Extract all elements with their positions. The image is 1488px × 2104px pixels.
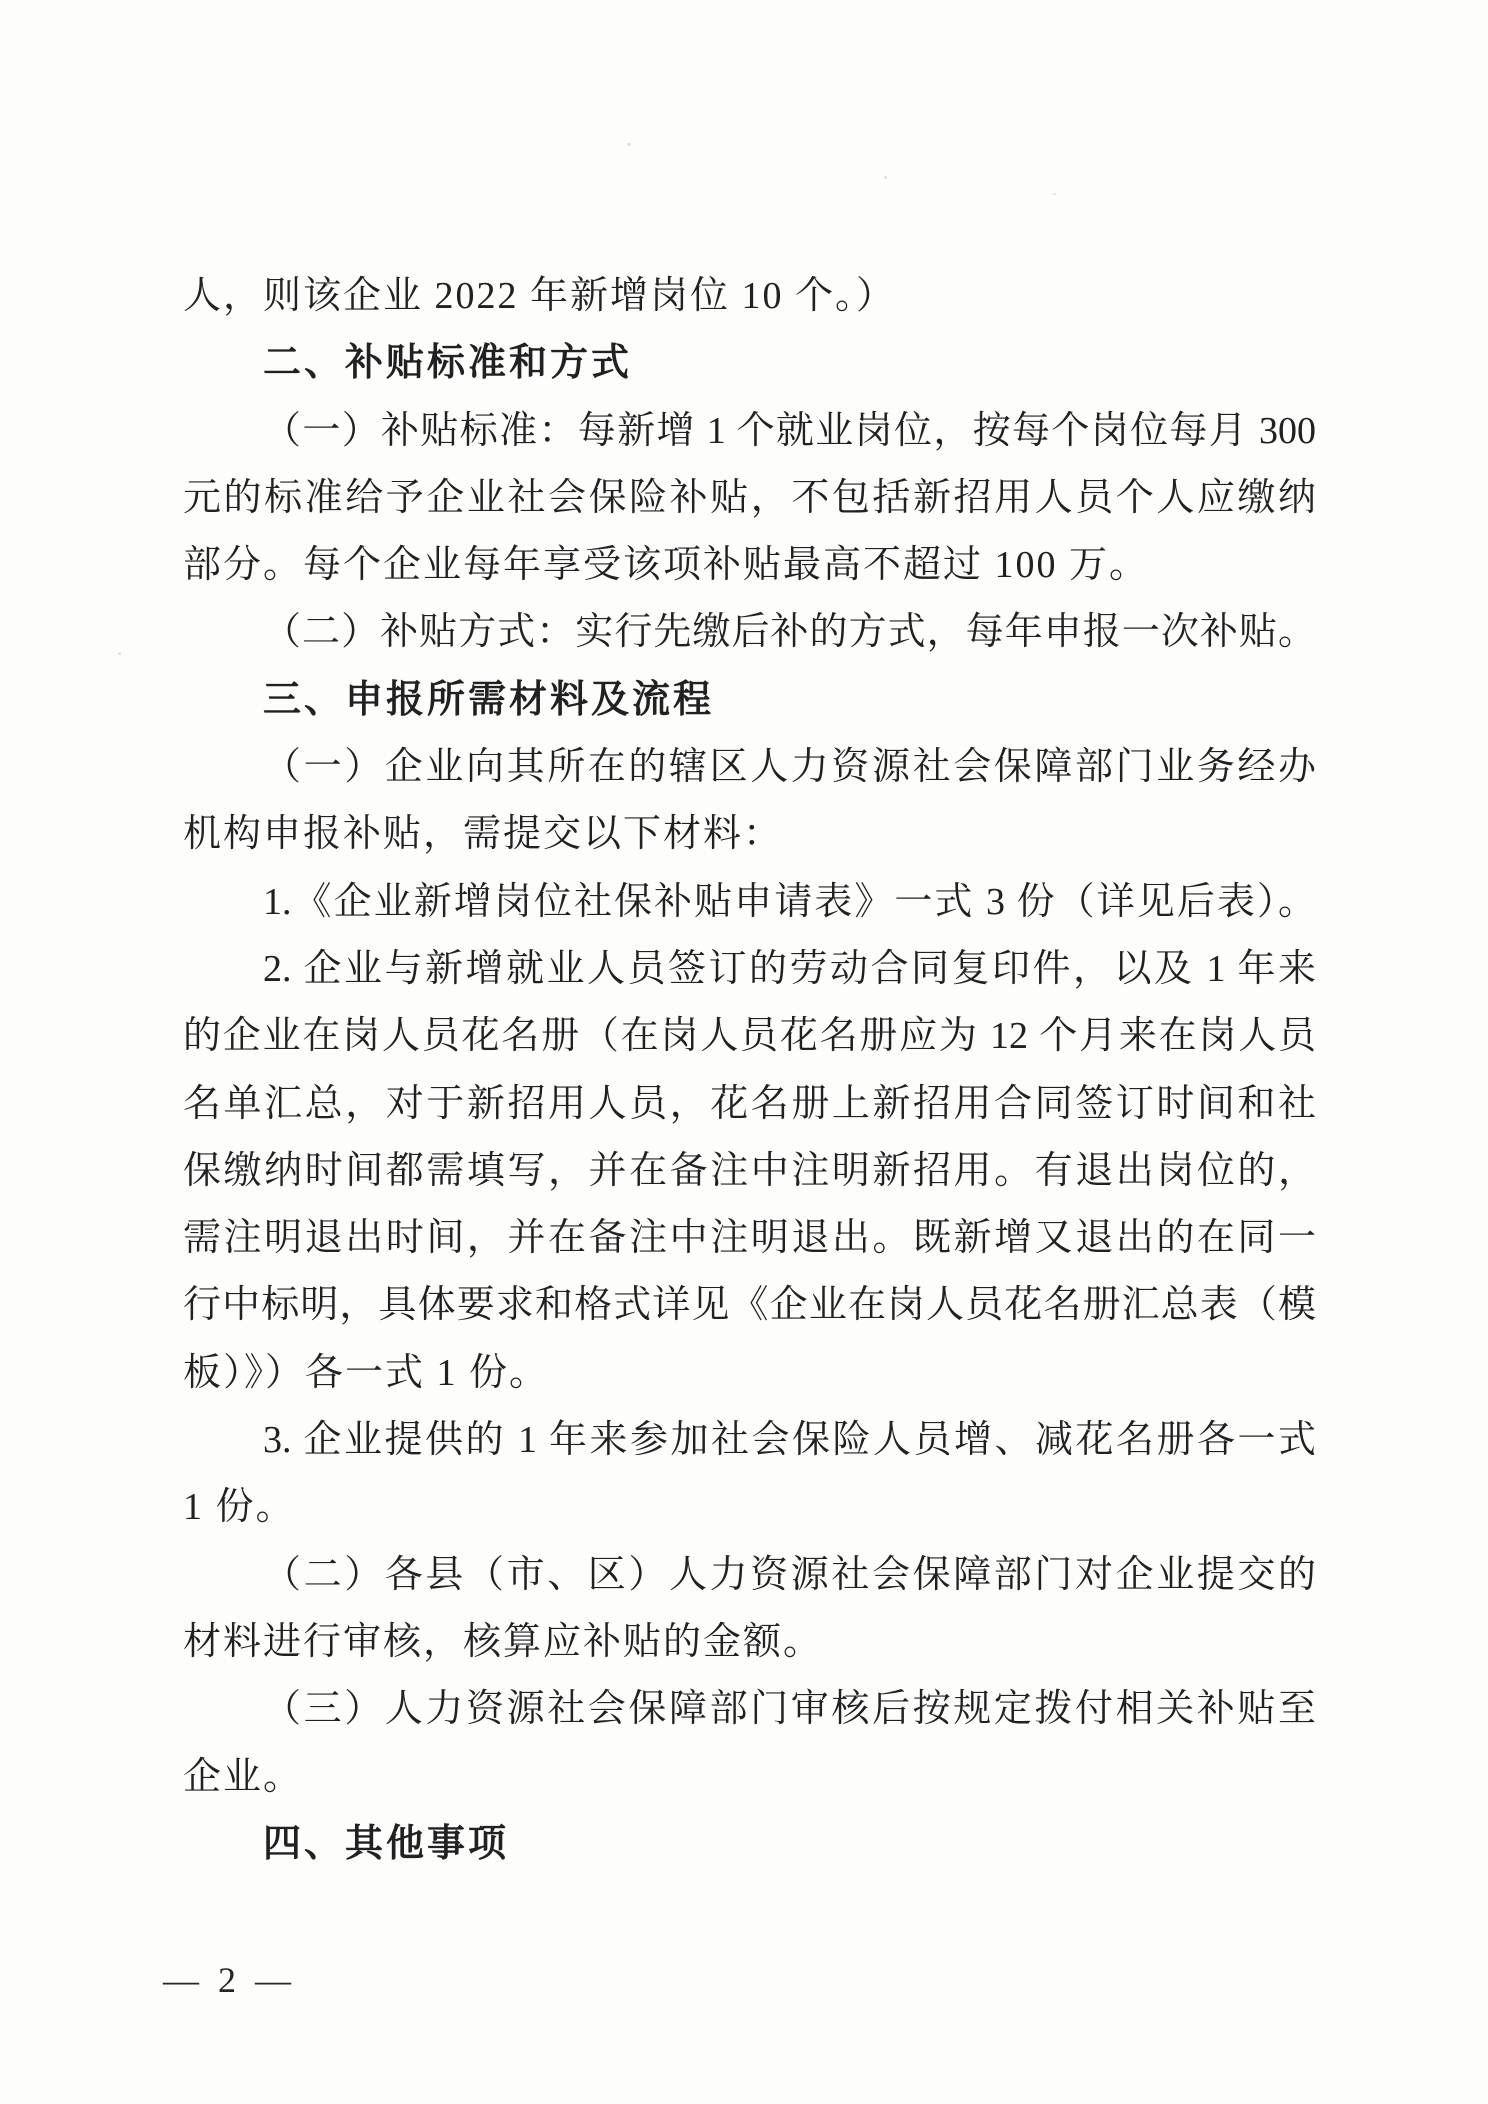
body-line: 材料进行审核，核算应补贴的金额。 bbox=[183, 1620, 824, 1663]
list-item-line: 2. 企业与新增就业人员签订的劳动合同复印件，以及 1 年来 bbox=[263, 947, 1316, 990]
body-line: （一）补贴标准：每新增 1 个就业岗位，按每个岗位每月 300 bbox=[263, 409, 1316, 452]
body-line: 保缴纳时间都需填写，并在备注中注明新招用。有退出岗位的， bbox=[183, 1149, 1316, 1192]
body-line: 企业。 bbox=[183, 1755, 304, 1798]
text-column bbox=[183, 263, 1316, 1878]
body-line: 行中标明，具体要求和格式详见《企业在岗人员花名册汇总表（模 bbox=[183, 1284, 1316, 1327]
list-item-line: 3. 企业提供的 1 年来参加社会保险人员增、减花名册各一式 bbox=[263, 1419, 1316, 1462]
list-item-line: 1.《企业新增岗位社保补贴申请表》一式 3 份（详见后表）。 bbox=[263, 880, 1316, 923]
scan-speckle bbox=[1053, 193, 1056, 195]
body-line: （一）企业向其所在的辖区人力资源社会保障部门业务经办 bbox=[263, 746, 1316, 789]
body-line: 名单汇总，对于新招用人员，花名册上新招用合同签订时间和社 bbox=[183, 1082, 1316, 1125]
body-line: 板）》）各一式 1 份。 bbox=[183, 1351, 550, 1394]
body-line: 人，则该企业 2022 年新增岗位 10 个。） bbox=[183, 275, 897, 317]
body-line: 1 份。 bbox=[183, 1486, 296, 1529]
section-heading-three: 三、申报所需材料及流程 bbox=[263, 678, 715, 721]
page-number: — 2 — bbox=[163, 1960, 296, 2000]
section-heading-four: 四、其他事项 bbox=[263, 1822, 510, 1865]
body-line: 机构申报补贴，需提交以下材料： bbox=[183, 813, 784, 856]
scan-speckle bbox=[884, 176, 887, 179]
body-line: 部分。每个企业每年享受该项补贴最高不超过 100 万。 bbox=[183, 544, 1150, 587]
body-line: 需注明退出时间，并在备注中注明退出。既新增又退出的在同一 bbox=[183, 1217, 1316, 1260]
body-line: （三）人力资源社会保障部门审核后按规定拨付相关补贴至 bbox=[263, 1688, 1316, 1731]
body-line: 的企业在岗人员花名册（在岗人员花名册应为 12 个月来在岗人员 bbox=[183, 1015, 1316, 1058]
body-line: 元的标准给予企业社会保险补贴，不包括新招用人员个人应缴纳 bbox=[183, 476, 1316, 519]
section-heading-two: 二、补贴标准和方式 bbox=[263, 342, 633, 385]
scan-speckle bbox=[627, 143, 631, 146]
scan-speckle bbox=[118, 652, 121, 655]
body-line: （二）各县（市、区）人力资源社会保障部门对企业提交的 bbox=[263, 1553, 1316, 1596]
body-line: （二）补贴方式：实行先缴后补的方式，每年申报一次补贴。 bbox=[263, 611, 1316, 654]
